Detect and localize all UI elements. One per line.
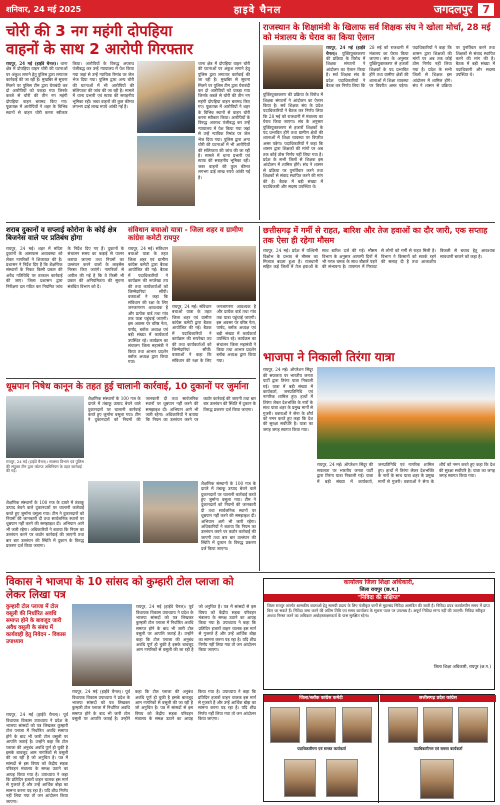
- story-theft-headline-2: वाहनों के साथ 2 आरोपी गिरफ्तार: [6, 40, 193, 58]
- story-committee-headline: संविधान बचाओ यात्रा - जिला शहर व ग्रामीण कांग्रेस कमेटी रायपुर: [128, 226, 243, 243]
- page-number: 7: [478, 3, 494, 16]
- story-tobacco-body-right: शैक्षणिक संस्थानों के 100 गज के दायरे में तंबाकू उत्पाद बेचने वाले दुकानदारों पर चालानी कार्रवाई करते हुए जुर्माना वसूला गया। टीम ने दुकानदारों को नियमों की जानकारी दी तथा सार्वजनिक स्थानों पर धूम्रपान नहीं करने की समझाइश दी। अभियान आगे भी जारी रहेगा। अधिकारियों ने बताया कि नियम का उल्लंघन करने पर कठोर कार्रवाई की जाएगी तथा बार बार उल्लंघन की स्थिति में दुकान के विरुद्ध प्रकरण दर्ज किया जाएगा।: [201, 480, 256, 551]
- arrest-photo: [137, 61, 195, 133]
- toll-letter-photo: [72, 604, 132, 686]
- story-tiranga-headline: भाजपा ने निकाली तिरंगा यात्रा: [263, 350, 395, 364]
- leader-portrait-9: [420, 759, 454, 799]
- story-rajasthan-headline: राजस्थान के शिक्षामंत्री के खिलाफ सर्व शिक्षक संघ ने खोला मोर्चा, 28 मई को मंत्रालय के घेराव का किया ऐलान: [263, 22, 491, 43]
- story-school-body: रायपुर, 24 मई। शहर में मदिरा दुकानों के आसपास अव्यवस्था को लेकर नागरिकों ने शिकायत की है। प्रशासन ने निर्देश दिए हैं कि शैक्षणिक संस्थानों के निकट किसी प्रकार की अवैध गतिविधि पर तत्काल कार्रवाई की जाए। जिला प्रशासन द्वारा निरीक्षण दल गठित कर नियमित जांच के निर्देश दिए गए हैं। दुकानों के संचालन समय का कड़ाई से पालन कराया जाएगा तथा नियमों का उल्लंघन करने वालों के लाइसेंस निरस्त किए जाएंगे। नागरिकों से अपील की गई है कि वे किसी भी प्रकार की अनियमितता की सूचना संबंधित विभाग को दें।: [6, 245, 124, 289]
- divider-vertical-mid: [259, 226, 260, 571]
- story-weather-headline: छत्तीसगढ़ में गर्मी से राहत, बारिश और तेज हवाओं का दौर जारी, एक सप्ताह तक ऐसा ही रहेगा मौसम: [263, 226, 488, 245]
- tender-notice-text: जिला रायपुर अंतर्गत शासकीय शालाओं हेतु सामग्री प्रदाय के लिए पंजीकृत फर्मों से मुहरबंद निविदा आमंत्रित की जाती है। निविदा प्रपत्र कार्यालयीन समय में प्राप्त किए जा सकते हैं। निविदा जमा करने की अंतिम तिथि एवं समय कार्यालय के सूचना पटल पर उपलब्ध है। अपूर्ण निविदा मान्य नहीं की जाएगी। निविदा स्वीकृत अथवा निरस्त करने का अधिकार अधोहस्ताक्षरकर्ता के पास सुरक्षित रहेगा।: [267, 603, 490, 618]
- story-toll-body: रायपुर, 24 मई (हाईवे चैनल)। पूर्व विधायक विकास उपाध्याय ने प्रदेश के भाजपा सांसदों को पत्र लिखकर कुम्हारी टोल प्लाजा में निर्धारित अवधि समाप्त होने के बाद भी जारी टोल वसूली पर आपत्ति जताई है। उन्होंने कहा कि टोल प्लाजा की अनुबंध अवधि पूर्ण हो चुकी है इसके बावजूद आम नागरिकों से वसूली की जा रही है जो अनुचित है। पत्र में सांसदों से इस विषय को केंद्रीय सड़क परिवहन मंत्रालय के समक्ष उठाने का आग्रह किया गया है। उपाध्याय ने कहा कि प्रतिदिन हजारों वाहन चालक इस मार्ग से गुजरते हैं और उन्हें आर्थिक बोझ का सामना करना पड़ रहा है। यदि शीघ्र निर्णय नहीं लिया गया तो जन आंदोलन किया जाएगा।: [72, 689, 256, 722]
- leader-portrait-5: [326, 759, 358, 797]
- story-toll: [6, 576, 256, 804]
- story-tobacco-headline: धूम्रपान निषेध कानून के तहत हुई चालानी कार्रवाई, 10 दुकानों पर जुर्माना: [6, 382, 249, 392]
- greetings-ad: [263, 694, 495, 802]
- story-toll-body-top: रायपुर, 24 मई (हाईवे चैनल)। पूर्व विधायक विकास उपाध्याय ने प्रदेश के भाजपा सांसदों को पत्र लिखकर कुम्हारी टोल प्लाजा में निर्धारित अवधि समाप्त होने के बाद भी जारी टोल वसूली पर आपत्ति जताई है। उन्होंने कहा कि टोल प्लाजा की अनुबंध अवधि पूर्ण हो चुकी है इसके बावजूद आम नागरिकों से वसूली की जा रही है जो अनुचित है। पत्र में सांसदों से इस विषय को केंद्रीय सड़क परिवहन मंत्रालय के समक्ष उठाने का आग्रह किया गया है। उपाध्याय ने कहा कि प्रतिदिन हजारों वाहन चालक इस मार्ग से गुजरते हैं और उन्हें आर्थिक बोझ का सामना करना पड़ रहा है। यदि शीघ्र निर्णय नहीं लिया गया तो जन आंदोलन किया जाएगा।: [136, 604, 256, 653]
- leader-portrait-7: [423, 707, 453, 743]
- story-tiranga-body-left: रायपुर, 24 मई। ऑपरेशन सिंदूर की सफलता पर भारतीय जनता पार्टी द्वारा तिरंगा यात्रा निकाली गई। यात्रा में बड़ी संख्या में कार्यकर्ता, जनप्रतिनिधि एवं नागरिक शामिल हुए। हाथों में तिरंगा लेकर देशभक्ति के नारों के साथ यात्रा शहर के प्रमुख मार्गों से गुजरी। वक्ताओं ने सेना के शौर्य को नमन करते हुए कहा कि देश की सुरक्षा सर्वोपरि है। यात्रा का जगह जगह स्वागत किया गया।: [263, 367, 313, 432]
- story-tobacco-body-left: शैक्षणिक संस्थानों के 100 गज के दायरे में तंबाकू उत्पाद बेचने वाले दुकानदारों पर चालानी कार्रवाई करते हुए जुर्माना वसूला गया। टीम ने दुकानदारों को नियमों की जानकारी दी तथा सार्वजनिक स्थानों पर धूम्रपान नहीं करने की समझाइश दी। अभियान आगे भी जारी रहेगा। अधिकारियों ने बताया कि नियम का उल्लंघन करने पर कठोर कार्रवाई की जाएगी तथा बार बार उल्लंघन की स्थिति में दुकान के विरुद्ध प्रकरण दर्ज किया जाएगा।: [6, 499, 84, 549]
- story-rajasthan-body-left: युक्तियुक्तकरण की प्रक्रिया के विरोध में शिक्षक संगठनों ने आंदोलन का ऐलान किया है। सर्व शिक्षक संघ के प्रदेश पदाधिकारियों ने बैठक कर निर्णय लिया कि 28 मई को राजधानी में मंत्रालय का घेराव किया जाएगा। संघ के अनुसार युक्तियुक्तकरण से हजारों शिक्षकों के पद प्रभावित होंगे तथा ग्रामीण क्षेत्रों की शालाओं में शिक्षा व्यवस्था पर विपरीत असर पड़ेगा। पदाधिकारियों ने कहा कि शासन द्वारा शिक्षकों की मांगों पर अब तक कोई ठोस निर्णय नहीं लिया गया है। प्रदेश के सभी जिलों से शिक्षक इस आंदोलन में शामिल होंगे। संघ ने शासन से प्रक्रिया पर पुनर्विचार करने तथा शिक्षकों से संवाद स्थापित करने की मांग की है। बैठक में बड़ी संख्या में पदाधिकारी और सदस्य उपस्थित थे।: [263, 92, 323, 190]
- story-committee-body-left: रायपुर, 24 मई। संविधान बचाओ यात्रा के तहत जिला शहर एवं ग्रामीण कांग्रेस कमेटी द्वारा बैठक आयोजित की गई। बैठक में पदाधिकारियों ने कार्यक्रम की रूपरेखा तय की तथा कार्यकर्ताओं को जिम्मेदारियां सौंपी। वक्ताओं ने कहा कि संविधान की रक्षा के लिए जनजागरण आवश्यक है और प्रत्येक वार्ड तथा गांव तक यात्रा पहुंचाई जाएगी। इस अवसर पर वरिष्ठ नेता, पार्षद, ब्लॉक अध्यक्ष एवं बड़ी संख्या में कार्यकर्ता उपस्थित रहे। कार्यक्रम का संचालन जिला महामंत्री ने किया तथा आभार प्रदर्शन ब्लॉक अध्यक्ष द्वारा किया गया।: [128, 245, 168, 365]
- leader-portrait-2: [306, 707, 336, 743]
- leader-portrait-4: [284, 759, 316, 797]
- story-theft: [6, 22, 256, 212]
- teachers-meeting-photo: [263, 45, 323, 89]
- leader-portrait-3: [342, 707, 372, 743]
- masthead: [0, 0, 500, 18]
- tender-notice-ad: [263, 578, 495, 690]
- leader-portrait-1: [270, 707, 300, 743]
- tobacco-raid-photo: [6, 396, 84, 458]
- tender-notice-footer: जिला शिक्षा अधिकारी, रायपुर (छ.ग.): [433, 664, 491, 669]
- story-rajasthan-body: [326, 45, 495, 200]
- tender-notice-band: "निविदा की संक्षिप्त": [264, 594, 494, 602]
- story-toll-body-left: रायपुर, 24 मई (हाईवे चैनल)। पूर्व विधायक विकास उपाध्याय ने प्रदेश के भाजपा सांसदों को पत्र लिखकर कुम्हारी टोल प्लाजा में निर्धारित अवधि समाप्त होने के बाद भी जारी टोल वसूली पर आपत्ति जताई है। उन्होंने कहा कि टोल प्लाजा की अनुबंध अवधि पूर्ण हो चुकी है इसके बावजूद आम नागरिकों से वसूली की जा रही है जो अनुचित है। पत्र में सांसदों से इस विषय को केंद्रीय सड़क परिवहन मंत्रालय के समक्ष उठाने का आग्रह किया गया है। उपाध्याय ने कहा कि प्रतिदिन हजारों वाहन चालक इस मार्ग से गुजरते हैं और उन्हें आर्थिक बोझ का सामना करना पड़ रहा है। यदि शीघ्र निर्णय नहीं लिया गया तो जन आंदोलन किया जाएगा।: [6, 712, 68, 804]
- story-rajasthan-dateline: रायपुर, 24 मई (हाईवे चैनल)।: [326, 45, 366, 56]
- story-committee-body-right: रायपुर, 24 मई। संविधान बचाओ यात्रा के तहत जिला शहर एवं ग्रामीण कांग्रेस कमेटी द्वारा बैठक आयोजित की गई। बैठक में पदाधिकारियों ने कार्यक्रम की रूपरेखा तय की तथा कार्यकर्ताओं को जिम्मेदारियां सौंपी। वक्ताओं ने कहा कि संविधान की रक्षा के लिए जनजागरण आवश्यक है और प्रत्येक वार्ड तथा गांव तक यात्रा पहुंचाई जाएगी। इस अवसर पर वरिष्ठ नेता, पार्षद, ब्लॉक अध्यक्ष एवं बड़ी संख्या में कार्यकर्ता उपस्थित रहे। कार्यक्रम का संचालन जिला महामंत्री ने किया तथा आभार प्रदर्शन ब्लॉक अध्यक्ष द्वारा किया गया।: [172, 303, 256, 363]
- tender-notice-title: कार्यालय जिला शिक्षा अधिकारी,: [343, 579, 415, 586]
- story-school: [6, 226, 124, 376]
- story-theft-headline-1: चोरी की 3 नग महंगी दोपहिया: [6, 22, 173, 40]
- story-weather: [263, 226, 495, 346]
- edition-city: जगदलपुर: [433, 2, 473, 16]
- story-theft-text: थाना क्षेत्र में दोपहिया वाहन चोरी की घटनाओं पर अंकुश लगाने हेतु पुलिस द्वारा लगातार कार्रवाई की जा रही है। मुखबिर से सूचना मिलने पर पुलिस टीम द्वारा घेराबंदी कर दो आरोपियों को पकड़ा गया जिनके कब्जे से चोरी की तीन नग महंगी दोपहिया वाहन बरामद किए गए। पूछताछ में आरोपियों ने शहर के विभिन्न स्थानों से वाहन चोरी करना स्वीकार किया। आरोपियों के विरुद्ध अपराध पंजीबद्ध कर उन्हें न्यायालय में पेश किया गया जहां से उन्हें न्यायिक रिमांड पर जेल भेज दिया गया। पुलिस द्वारा अन्य चोरी की घटनाओं में भी आरोपियों की संलिप्तता की जांच की जा रही है। मामले में थाना प्रभारी एवं स्टाफ की सराहनीय भूमिका रही। जब्त वाहनों की कुल कीमत लगभग ढाई लाख रुपये आंकी गई है।: [6, 61, 134, 115]
- story-toll-lead: कुम्हारी टोल प्लाजा में टोल वसूली की निर्धारित अवधि समाप्त होने के बावजूद जारी अवैध वसूली के संबंध में कार्यवाही हेतु निवेदन - विकास उपाध्याय: [6, 604, 66, 646]
- committee-photo: [172, 246, 256, 301]
- story-toll-headline: विकास ने भाजपा के 10 सांसद को कुम्हारी टोल प्लाजा को लेकर लिखा पत्र: [6, 576, 234, 601]
- tender-notice-subtitle: जिला रायपुर (छ.ग.): [359, 587, 399, 593]
- story-theft-dateline: रायपुर, 24 मई (हाईवे चैनल)।: [6, 61, 58, 66]
- divider-horizontal-1: [6, 222, 495, 223]
- story-tiranga-body: रायपुर, 24 मई। ऑपरेशन सिंदूर की सफलता पर भारतीय जनता पार्टी द्वारा तिरंगा यात्रा निकाली गई। यात्रा में बड़ी संख्या में कार्यकर्ता, जनप्रतिनिधि एवं नागरिक शामिल हुए। हाथों में तिरंगा लेकर देशभक्ति के नारों के साथ यात्रा शहर के प्रमुख मार्गों से गुजरी। वक्ताओं ने सेना के शौर्य को नमन करते हुए कहा कि देश की सुरक्षा सर्वोपरि है। यात्रा का जगह जगह स्वागत किया गया।: [317, 462, 495, 484]
- divider-horizontal-3: [6, 572, 495, 573]
- masthead-right: [434, 2, 494, 17]
- story-school-headline: शराब दुकानों व सप्लाई कोरोना के कोई क्षेत्र बिजनेस वाले पर प्रतिबंध होगा: [6, 226, 117, 243]
- story-tobacco: [6, 382, 256, 568]
- newspaper-brand: हाइवे चैनल: [233, 5, 282, 16]
- tiranga-rally-photo: [317, 367, 495, 459]
- story-tobacco-body: शैक्षणिक संस्थानों के 100 गज के दायरे में तंबाकू उत्पाद बेचने वाले दुकानदारों पर चालानी कार्रवाई करते हुए जुर्माना वसूला गया। टीम ने दुकानदारों को नियमों की जानकारी दी तथा सार्वजनिक स्थानों पर धूम्रपान नहीं करने की समझाइश दी। अभियान आगे भी जारी रहेगा। अधिकारियों ने बताया कि नियम का उल्लंघन करने पर कठोर कार्रवाई की जाएगी तथा बार बार उल्लंघन की स्थिति में दुकान के विरुद्ध प्रकरण दर्ज किया जाएगा।: [88, 395, 256, 423]
- divider-horizontal-2: [6, 378, 256, 379]
- story-rajasthan: [263, 22, 495, 220]
- story-theft-body: [6, 61, 134, 209]
- story-tobacco-caption: रायपुर, 24 मई (हाईवे चैनल)। स्वास्थ्य विभाग एवं पुलिस की संयुक्त टीम द्वारा कोटपा अधिनियम के तहत कार्रवाई की गई।: [6, 458, 84, 474]
- arrest-photo-2: [137, 136, 195, 206]
- greetings-band-right: छत्तीसगढ़ प्रदेश कांग्रेस: [380, 695, 496, 702]
- greetings-names-left: पदाधिकारीगण एवं समस्त कार्यकर्ता: [297, 746, 346, 751]
- greetings-names-right: पदाधिकारीगण एवं समस्त कार्यकर्ता: [413, 746, 463, 751]
- tobacco-shop-photo: [88, 481, 140, 543]
- story-theft-body-cont: थाना क्षेत्र में दोपहिया वाहन चोरी की घटनाओं पर अंकुश लगाने हेतु पुलिस द्वारा लगातार कार्रवाई की जा रही है। मुखबिर से सूचना मिलने पर पुलिस टीम द्वारा घेराबंदी कर दो आरोपियों को पकड़ा गया जिनके कब्जे से चोरी की तीन नग महंगी दोपहिया वाहन बरामद किए गए। पूछताछ में आरोपियों ने शहर के विभिन्न स्थानों से वाहन चोरी करना स्वीकार किया। आरोपियों के विरुद्ध अपराध पंजीबद्ध कर उन्हें न्यायालय में पेश किया गया जहां से उन्हें न्यायिक रिमांड पर जेल भेज दिया गया। पुलिस द्वारा अन्य चोरी की घटनाओं में भी आरोपियों की संलिप्तता की जांच की जा रही है। मामले में थाना प्रभारी एवं स्टाफ की सराहनीय भूमिका रही। जब्त वाहनों की कुल कीमत लगभग ढाई लाख रुपये आंकी गई है।: [198, 61, 250, 180]
- divider-vertical-top: [259, 22, 260, 220]
- tobacco-officials-photo: [143, 481, 198, 543]
- story-rajasthan-text: युक्तियुक्तकरण की प्रक्रिया के विरोध में शिक्षक संगठनों ने आंदोलन का ऐलान किया है। सर्व शिक्षक संघ के प्रदेश पदाधिकारियों ने बैठक कर निर्णय लिया कि 28 मई को राजधानी में मंत्रालय का घेराव किया जाएगा। संघ के अनुसार युक्तियुक्तकरण से हजारों शिक्षकों के पद प्रभावित होंगे तथा ग्रामीण क्षेत्रों की शालाओं में शिक्षा व्यवस्था पर विपरीत असर पड़ेगा। पदाधिकारियों ने कहा कि शासन द्वारा शिक्षकों की मांगों पर अब तक कोई ठोस निर्णय नहीं लिया गया है। प्रदेश के सभी जिलों से शिक्षक इस आंदोलन में शामिल होंगे। संघ ने शासन से प्रक्रिया पर पुनर्विचार करने तथा शिक्षकों से संवाद स्थापित करने की मांग की है। बैठक में बड़ी संख्या में पदाधिकारी और सदस्य उपस्थित थे।: [326, 45, 495, 88]
- greetings-band-left: जिला/ब्लॉक कांग्रेस कमेटी: [264, 695, 378, 702]
- story-committee: [128, 226, 256, 376]
- story-tiranga: [263, 350, 495, 570]
- story-weather-body: रायपुर, 24 मई। प्रदेश में पश्चिमी विक्षोभ के प्रभाव से मौसम का मिजाज बदला हुआ है। राजधानी सहित कई जिलों में तेज हवाओं के साथ बारिश दर्ज की गई। मौसम विभाग के अनुसार आगामी दिनों में भी गरज चमक के साथ बौछारें पड़ने की संभावना है। तापमान में गिरावट से लोगों को गर्मी से राहत मिली है। विभाग ने किसानों को सतर्क रहने की सलाह दी है तथा आकाशीय बिजली से बचाव हेतु आवश्यक सावधानी बरतने को कहा है।: [263, 248, 495, 270]
- leader-portrait-8: [458, 707, 488, 743]
- leader-portrait-6: [388, 707, 418, 743]
- issue-date: शनिवार, 24 मई 2025: [6, 4, 82, 14]
